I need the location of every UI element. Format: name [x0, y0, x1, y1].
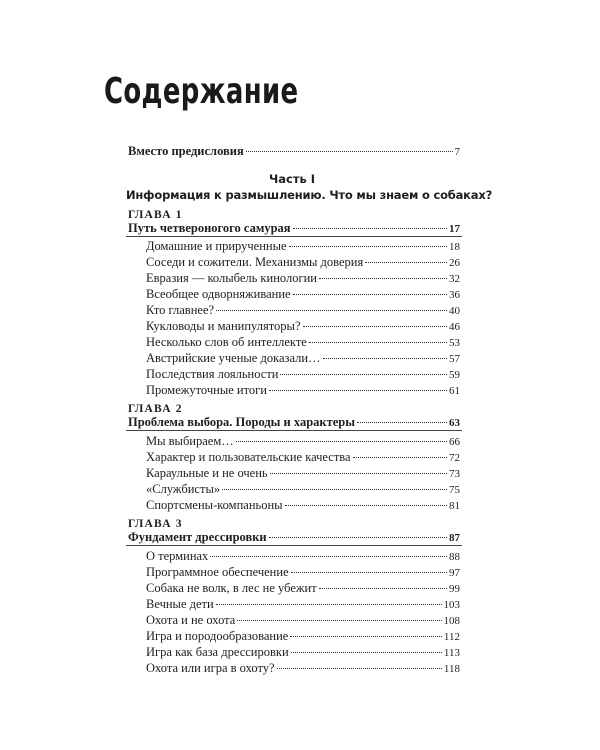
toc-page-number: 108 [443, 615, 460, 627]
dot-leader [246, 151, 453, 152]
toc-entry-label: Игра как база дрессировки [146, 645, 289, 659]
chapter-label: ГЛАВА 3 [128, 518, 183, 530]
chapter-divider [126, 236, 462, 237]
dot-leader [236, 441, 447, 442]
toc-subentry[interactable] [146, 596, 460, 613]
dot-leader [309, 342, 447, 343]
toc-subentry[interactable] [146, 548, 460, 565]
toc-page-number: 59 [449, 369, 460, 381]
dot-leader [357, 422, 447, 423]
toc-subentry[interactable] [146, 254, 460, 271]
toc-entry-label: Последствия лояльности [146, 367, 279, 381]
toc-subentry[interactable] [146, 580, 460, 597]
toc-page-number: 17 [449, 223, 460, 235]
toc-page-number: 75 [449, 484, 460, 496]
toc-subentry[interactable] [146, 465, 460, 482]
toc-page-number: 36 [449, 289, 460, 301]
dot-leader [293, 228, 447, 229]
dot-leader [365, 262, 447, 263]
toc-entry-label: Охота или игра в охоту? [146, 661, 275, 675]
toc-subentry[interactable] [146, 302, 460, 319]
toc-subentry[interactable] [146, 366, 460, 383]
toc-chapter-entry[interactable] [128, 220, 460, 237]
dot-leader [323, 358, 447, 359]
toc-page-number: 103 [443, 599, 460, 611]
toc-entry-label: Программное обеспечение [146, 565, 289, 579]
toc-entry-label: Собака не волк, в лес не убежит [146, 581, 317, 595]
toc-entry-label: Путь четвероногого самурая [128, 221, 291, 235]
toc-page-number: 97 [449, 567, 460, 579]
toc-subentry[interactable] [146, 564, 460, 581]
toc-page-number: 61 [449, 385, 460, 397]
toc-page-number: 66 [449, 436, 460, 448]
toc-entry-label: Вместо предисловия [128, 144, 244, 158]
dot-leader [237, 620, 441, 621]
dot-leader [291, 572, 447, 573]
toc-page-number: 26 [449, 257, 460, 269]
dot-leader [277, 668, 442, 669]
toc-page-number: 88 [449, 551, 460, 563]
toc-subentry[interactable] [146, 286, 460, 303]
dot-leader [353, 457, 447, 458]
toc-entry-label: Промежуточные итоги [146, 383, 267, 397]
dot-leader [269, 390, 447, 391]
toc-entry-label: Фундамент дрессировки [128, 530, 267, 544]
dot-leader [289, 246, 447, 247]
toc-page-number: 40 [449, 305, 460, 317]
dot-leader [319, 278, 447, 279]
toc-subentry[interactable] [146, 334, 460, 351]
toc-entry-label: Игра и породообразование [146, 629, 289, 643]
toc-entry-label: Соседи и сожители. Механизмы доверия [146, 255, 364, 269]
toc-entry-label: Караульные и не очень [146, 466, 268, 480]
toc-page-number: 57 [449, 353, 460, 365]
part-title: Информация к размышлению. Что мы знаем о собаках? [126, 188, 493, 202]
toc-page-number: 113 [443, 647, 460, 659]
toc-entry-label: Спортсмены-компаньоны [146, 498, 283, 512]
toc-chapter-entry[interactable] [128, 529, 460, 546]
dot-leader [210, 556, 447, 557]
dot-leader [319, 588, 447, 589]
part-label: Часть I [268, 172, 316, 186]
dot-leader [222, 489, 447, 490]
toc-page-number: 118 [443, 663, 460, 675]
toc-entry-label: Евразия — колыбель кинологии [146, 271, 317, 285]
toc-subentry[interactable] [146, 481, 460, 498]
toc-page-number: 7 [454, 146, 460, 158]
toc-page-number: 53 [449, 337, 460, 349]
toc-subentry[interactable] [146, 238, 460, 255]
toc-subentry[interactable] [146, 433, 460, 450]
dot-leader [269, 537, 447, 538]
toc-entry-label: Мы выбираем… [146, 434, 234, 448]
toc-subentry[interactable] [146, 449, 460, 466]
toc-subentry[interactable] [146, 318, 460, 335]
toc-page-number: 32 [449, 273, 460, 285]
toc-subentry[interactable] [146, 382, 460, 399]
dot-leader [293, 294, 447, 295]
toc-page-number: 112 [443, 631, 460, 643]
chapter-divider [126, 545, 462, 546]
toc-subentry[interactable] [146, 350, 460, 367]
toc-entry-label: Вечные дети [146, 597, 214, 611]
dot-leader [291, 652, 442, 653]
toc-entry-label: Характер и пользовательские качества [146, 450, 351, 464]
toc-entry-label: Кто главнее? [146, 303, 215, 317]
chapter-label: ГЛАВА 2 [128, 403, 183, 415]
toc-entry-label: «Службисты» [146, 482, 221, 496]
toc-entry-preface[interactable] [128, 143, 460, 160]
toc-subentry[interactable] [146, 270, 460, 287]
dot-leader [290, 636, 442, 637]
toc-entry-label: Охота и не охота [146, 613, 236, 627]
toc-page-number: 18 [449, 241, 460, 253]
toc-entry-label: Домашние и прирученные [146, 239, 287, 253]
toc-subentry[interactable] [146, 612, 460, 629]
toc-page-number: 46 [449, 321, 460, 333]
toc-entry-label: Всеобщее одворняживание [146, 287, 291, 301]
toc-chapter-entry[interactable] [128, 414, 460, 431]
dot-leader [280, 374, 447, 375]
toc-page-number: 87 [449, 532, 460, 544]
toc-subentry[interactable] [146, 644, 460, 661]
toc-subentry[interactable] [146, 497, 460, 514]
chapter-divider [126, 430, 462, 431]
toc-entry-label: О терминах [146, 549, 209, 563]
toc-subentry[interactable] [146, 628, 460, 645]
toc-subentry[interactable] [146, 660, 460, 677]
toc-entry-label: Кукловоды и манипуляторы? [146, 319, 301, 333]
dot-leader [216, 310, 447, 311]
toc-entry-label: Австрийские ученые доказали… [146, 351, 321, 365]
toc-page-number: 63 [449, 417, 460, 429]
dot-leader [285, 505, 447, 506]
toc-page-number: 81 [449, 500, 460, 512]
dot-leader [270, 473, 447, 474]
dot-leader [303, 326, 448, 327]
toc-page-number: 99 [449, 583, 460, 595]
toc-page-number: 72 [449, 452, 460, 464]
toc-entry-label: Несколько слов об интеллекте [146, 335, 307, 349]
chapter-label: ГЛАВА 1 [128, 209, 183, 221]
page-title: Содержание [104, 71, 299, 112]
dot-leader [216, 604, 442, 605]
toc-page-number: 73 [449, 468, 460, 480]
toc-entry-label: Проблема выбора. Породы и характеры [128, 415, 356, 429]
